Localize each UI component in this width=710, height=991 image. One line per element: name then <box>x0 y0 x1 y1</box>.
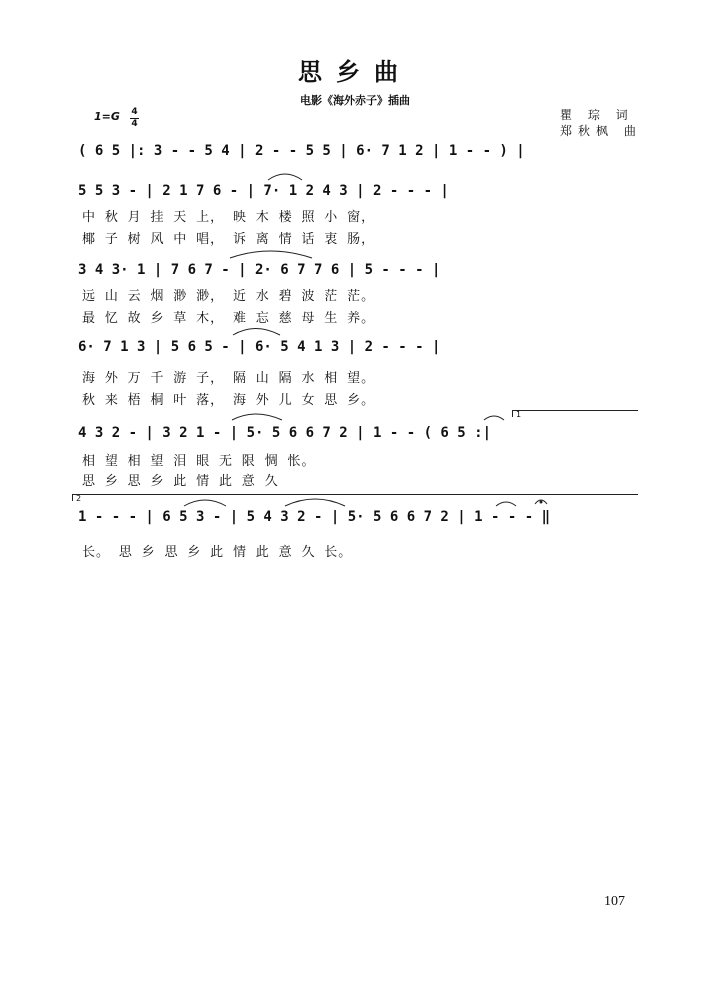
lyric-line: 椰 子 树 风 中 唱， 诉 离 情 话 衷 肠， <box>82 232 376 247</box>
slur <box>230 251 312 258</box>
lyric-line: 远 山 云 烟 渺 渺， 近 水 碧 波 茫 茫。 <box>82 289 376 304</box>
lyricist-credit: 瞿 琮 词 <box>560 108 634 122</box>
notes-system-5: 4 3 2 - | 3 2 1 - | 5· 5 6 6 7 2 | 1 - - ( 6 5 :| <box>78 425 492 441</box>
lyric-line: 海 外 万 千 游 子， 隔 山 隔 水 相 望。 <box>82 371 376 386</box>
notes-system-6: 1 - - - | 6 5 3 - | 5 4 3 2 - | 5· 5 6 6 7 2 | 1 - - - ‖ <box>78 509 551 525</box>
fermata-dot <box>540 501 542 503</box>
volta-first: 1 <box>512 410 638 417</box>
notes-system-3: 3 4 3· 1 | 7 6 7 - | 2· 6 7 7 6 | 5 - - - | <box>78 262 441 278</box>
meter-bottom: 4 <box>131 119 138 129</box>
volta-second: 2 <box>72 494 638 501</box>
lyric-line: 长。 思 乡 思 乡 此 情 此 意 久 长。 <box>82 545 353 560</box>
slur <box>232 414 282 420</box>
page-number: 107 <box>604 894 625 909</box>
notes-system-4: 6· 7 1 3 | 5 6 5 - | 6· 5 4 1 3 | 2 - - - | <box>78 339 441 355</box>
page-title: 思乡曲 <box>298 58 412 86</box>
lyric-line: 思 乡 思 乡 此 情 此 意 久 <box>82 474 279 489</box>
lyric-line: 中 秋 月 挂 天 上， 映 木 楼 照 小 窗， <box>82 210 376 225</box>
slur <box>484 416 504 420</box>
key-signature: 1=G <box>94 110 120 123</box>
time-signature <box>130 108 139 129</box>
notes-system-1: ( 6 5 |: 3 - - 5 4 | 2 - - 5 5 | 6· 7 1 2 | 1 - - ) | <box>78 143 525 159</box>
lyric-line: 最 忆 故 乡 草 木， 难 忘 慈 母 生 养。 <box>82 311 376 326</box>
notes-system-2: 5 5 3 - | 2 1 7 6 - | 7· 1 2 4 3 | 2 - - - | <box>78 183 449 199</box>
meter-top: 4 <box>131 107 138 117</box>
slur <box>496 502 516 506</box>
lyric-line: 秋 来 梧 桐 叶 落， 海 外 儿 女 思 乡。 <box>82 393 376 408</box>
composer-credit: 郑秋枫 曲 <box>560 124 642 138</box>
slur <box>233 329 280 336</box>
lyric-line: 相 望 相 望 泪 眼 无 限 惆 怅。 <box>82 454 316 469</box>
page-subtitle: 电影《海外赤子》插曲 <box>300 94 410 107</box>
slur <box>268 174 302 180</box>
